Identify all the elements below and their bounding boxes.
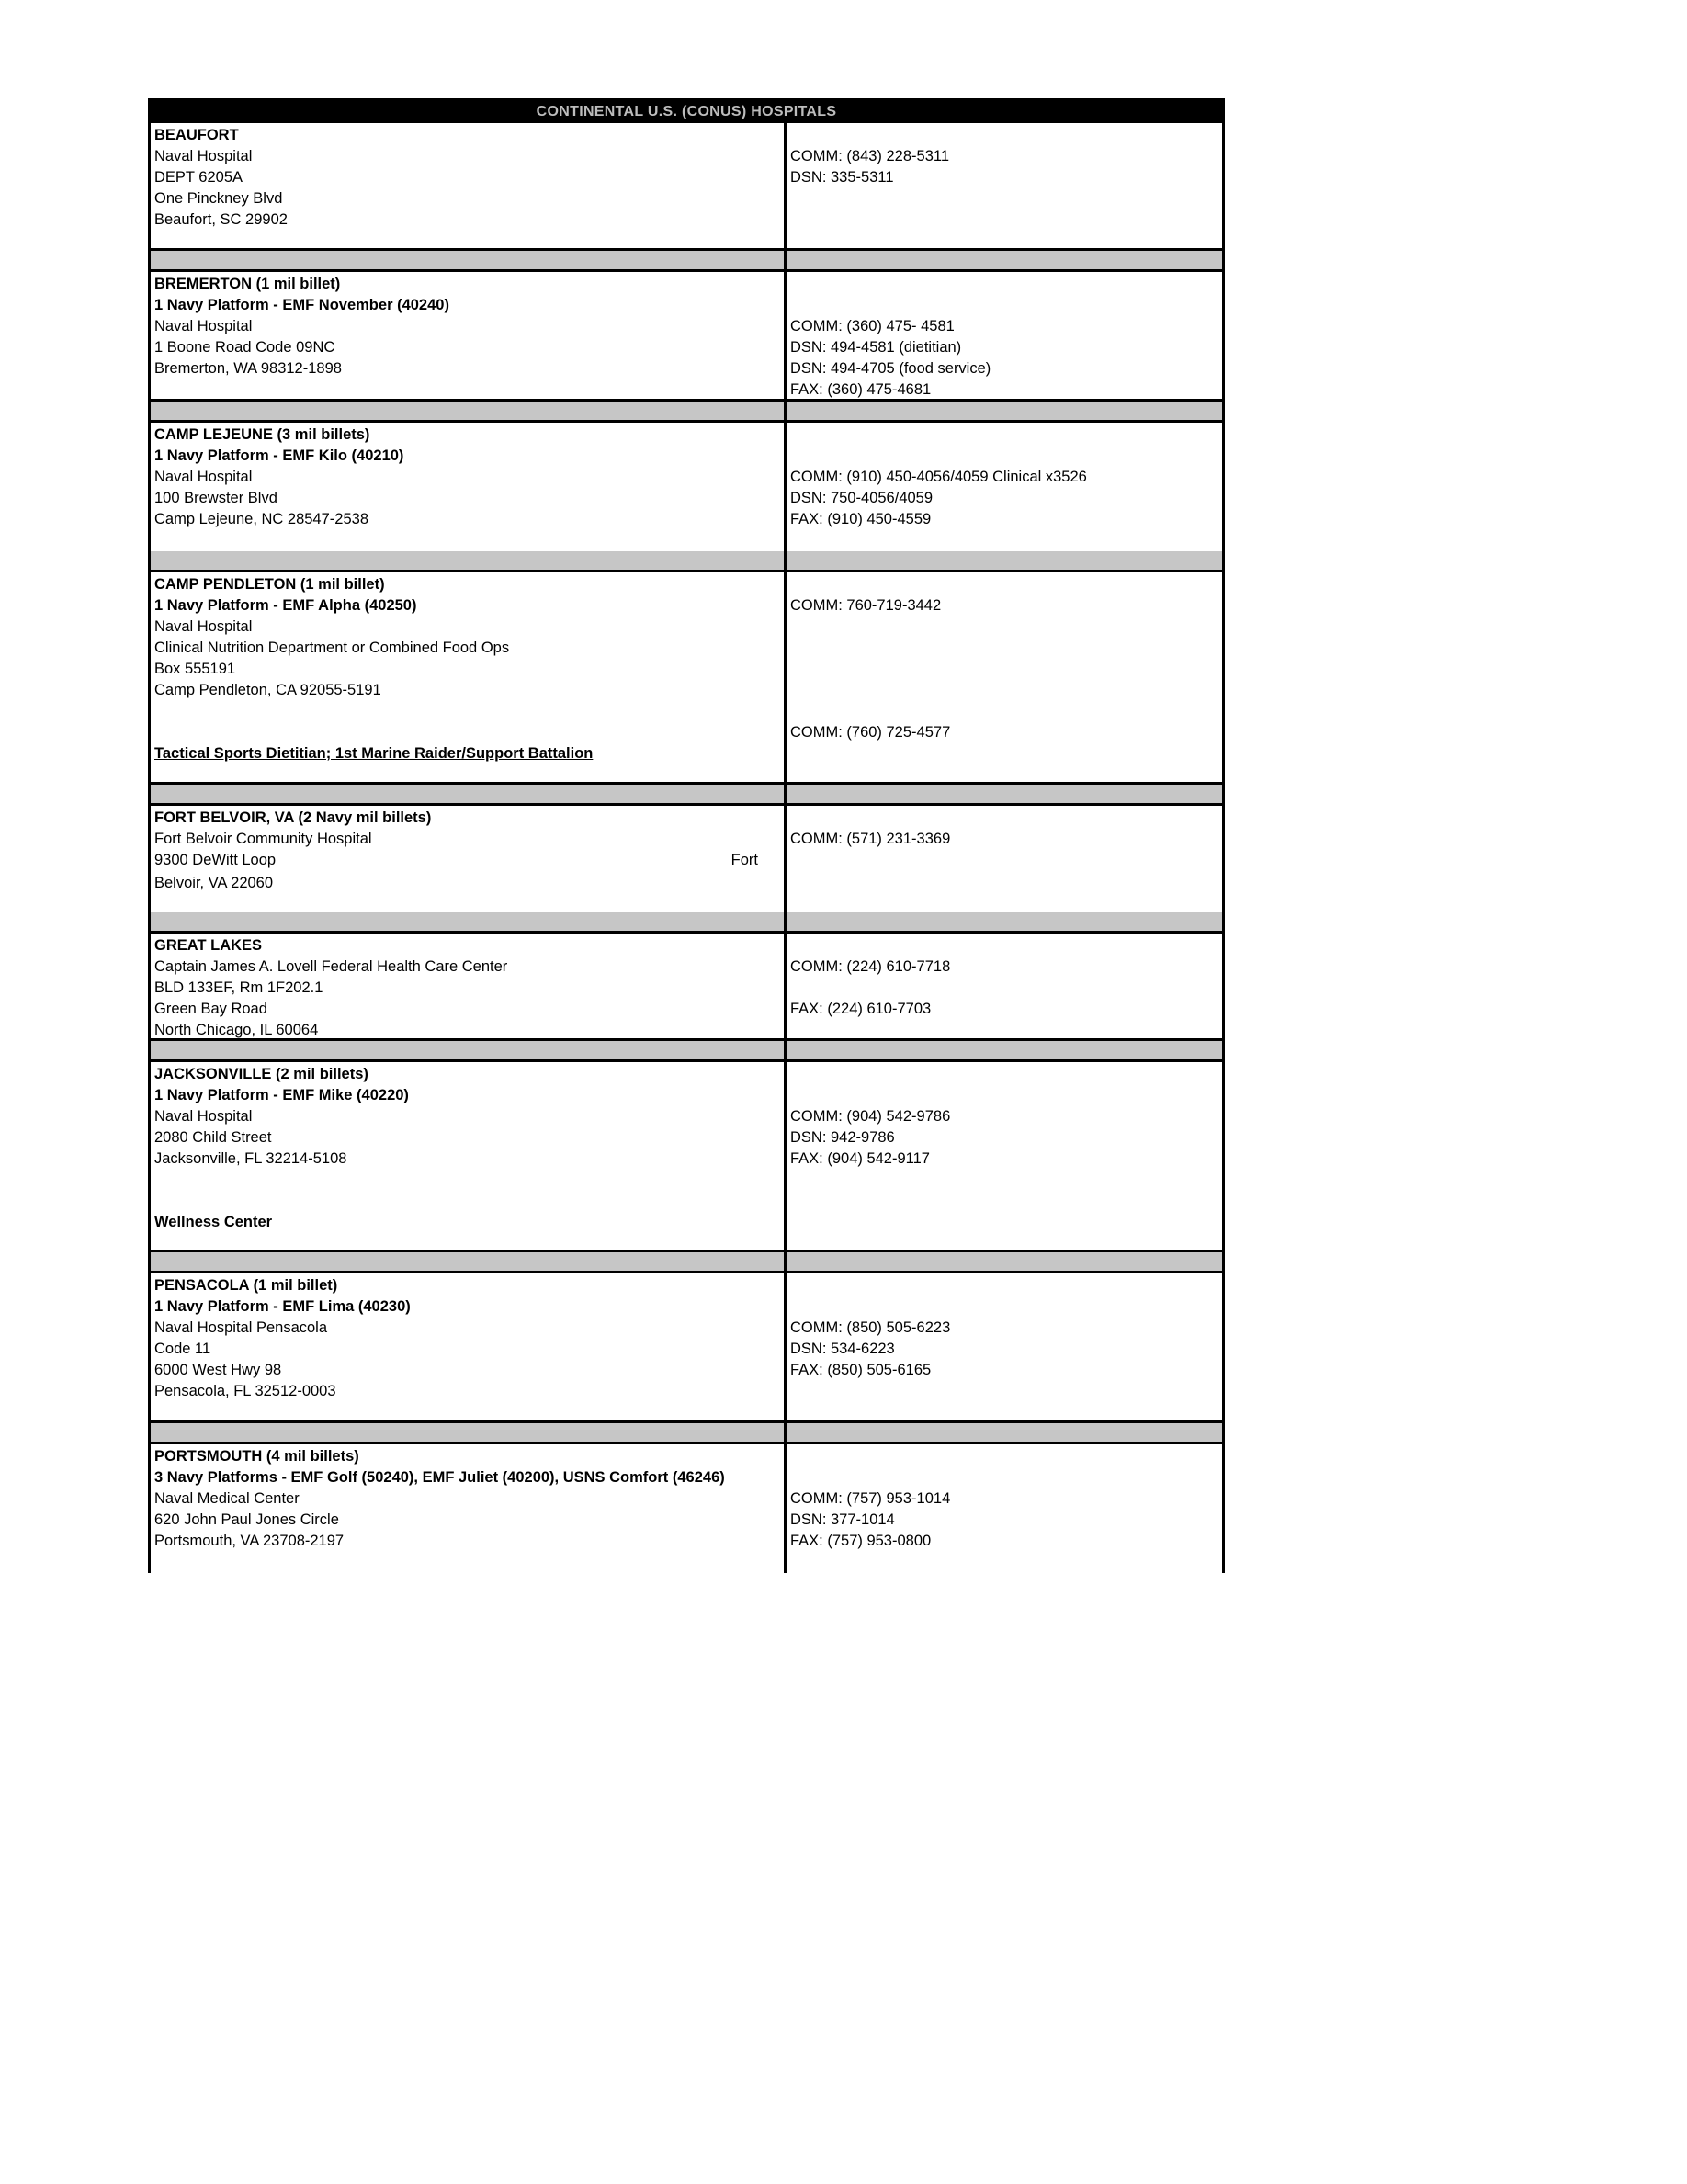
contact-line: COMM: (910) 450-4056/4059 Clinical x3526 (790, 469, 1087, 485)
hospital-name: CAMP LEJEUNE (3 mil billets) (154, 426, 370, 443)
contact-line: COMM: (843) 228-5311 (790, 148, 950, 164)
contact-line: FAX: (360) 475-4681 (790, 381, 932, 398)
address-line: Naval Hospital Pensacola (154, 1319, 328, 1336)
contact-line: COMM: (224) 610-7718 (790, 958, 951, 975)
address-line: One Pinckney Blvd (154, 190, 283, 207)
hospital-name: JACKSONVILLE (2 mil billets) (154, 1066, 368, 1082)
hospital-name: FORT BELVOIR, VA (2 Navy mil billets) (154, 809, 432, 826)
hospital-row-camp-lejeune (151, 423, 1222, 551)
hospital-name: CAMP PENDLETON (1 mil billet) (154, 576, 385, 593)
address-line: North Chicago, IL 60064 (154, 1022, 319, 1038)
contact-line: DSN: 942-9786 (790, 1129, 895, 1146)
row-separator (151, 399, 1222, 423)
address-line: 1 Boone Road Code 09NC (154, 339, 335, 356)
hospital-row-jacksonville (151, 1062, 1222, 1250)
address-line: Naval Hospital (154, 1108, 253, 1125)
row-separator (151, 248, 1222, 272)
hospital-table (148, 98, 1225, 1573)
address-line: Beaufort, SC 29902 (154, 211, 288, 228)
address-line: Camp Lejeune, NC 28547-2538 (154, 511, 368, 527)
address-line: Green Bay Road (154, 1001, 267, 1017)
contact-line: DSN: 750-4056/4059 (790, 490, 934, 506)
sub-unit-label: Tactical Sports Dietitian; 1st Marine Raider/Support Battalion (154, 745, 594, 762)
address-line: Camp Pendleton, CA 92055-5191 (154, 682, 381, 698)
address-line: Naval Hospital (154, 318, 253, 334)
platform-line: 1 Navy Platform - EMF Lima (40230) (154, 1298, 411, 1315)
contact-cell (787, 934, 1222, 1038)
row-separator (151, 1420, 1222, 1444)
contact-line: COMM: 760-719-3442 (790, 597, 942, 614)
platform-line: 1 Navy Platform - EMF November (40240) (154, 297, 449, 313)
row-separator (151, 912, 1222, 934)
hospital-row-great-lakes (151, 934, 1222, 1038)
hospital-row-beaufort (151, 123, 1222, 248)
address-cell (151, 423, 787, 551)
address-cell (151, 934, 787, 1038)
contact-cell (787, 1273, 1222, 1420)
platform-line: 1 Navy Platform - EMF Mike (40220) (154, 1087, 409, 1103)
hospital-name: GREAT LAKES (154, 937, 263, 954)
address-line: Jacksonville, FL 32214-5108 (154, 1150, 347, 1167)
contact-cell (787, 123, 1222, 248)
address-line: 100 Brewster Blvd (154, 490, 277, 506)
address-line: 9300 DeWitt Loop (154, 852, 277, 868)
address-cell (151, 1273, 787, 1420)
contact-line: FAX: (757) 953-0800 (790, 1533, 932, 1549)
address-cell (151, 572, 787, 782)
address-cell (151, 123, 787, 248)
address-line: Bremerton, WA 98312-1898 (154, 360, 342, 377)
platform-line: 3 Navy Platforms - EMF Golf (50240), EMF Juliet (40200), USNS Comfort (46246) (154, 1469, 725, 1486)
contact-line: COMM: (850) 505-6223 (790, 1319, 951, 1336)
address-line: 6000 West Hwy 98 (154, 1362, 282, 1378)
address-line: 620 John Paul Jones Circle (154, 1511, 339, 1528)
contact-line: FAX: (850) 505-6165 (790, 1362, 932, 1378)
hospital-row-portsmouth (151, 1444, 1222, 1573)
hospital-row-fort-belvoir (151, 806, 1222, 912)
address-cell (151, 272, 787, 399)
address-line-tail: Fort (730, 852, 758, 868)
sub-unit-label: Wellness Center (154, 1214, 273, 1230)
contact-line: DSN: 494-4581 (dietitian) (790, 339, 962, 356)
address-line: Captain James A. Lovell Federal Health Care Center (154, 958, 508, 975)
contact-cell (787, 572, 1222, 782)
address-line: Fort Belvoir Community Hospital (154, 831, 372, 847)
platform-line: 1 Navy Platform - EMF Kilo (40210) (154, 447, 404, 464)
contact-line: FAX: (910) 450-4559 (790, 511, 932, 527)
contact-line: COMM: (360) 475- 4581 (790, 318, 955, 334)
contact-line: DSN: 335-5311 (790, 169, 894, 186)
hospital-name: PENSACOLA (1 mil billet) (154, 1277, 338, 1294)
hospital-name: BEAUFORT (154, 127, 239, 143)
address-line: BLD 133EF, Rm 1F202.1 (154, 979, 323, 996)
hospital-row-camp-pendleton (151, 572, 1222, 782)
contact-line: FAX: (904) 542-9117 (790, 1150, 930, 1167)
row-separator (151, 1038, 1222, 1062)
row-separator (151, 1250, 1222, 1273)
address-line: Code 11 (154, 1341, 211, 1357)
address-line: Naval Hospital (154, 618, 253, 635)
table-title: CONTINENTAL U.S. (CONUS) HOSPITALS (151, 101, 1222, 123)
contact-cell (787, 806, 1222, 912)
address-cell (151, 1444, 787, 1573)
contact-cell (787, 272, 1222, 399)
address-line: Portsmouth, VA 23708-2197 (154, 1533, 345, 1549)
hospital-row-bremerton (151, 272, 1222, 399)
contact-cell (787, 423, 1222, 551)
contact-line: DSN: 534-6223 (790, 1341, 895, 1357)
address-line: Pensacola, FL 32512-0003 (154, 1383, 336, 1399)
contact-line: DSN: 494-4705 (food service) (790, 360, 991, 377)
address-line: Naval Medical Center (154, 1490, 300, 1507)
address-line: DEPT 6205A (154, 169, 243, 186)
hospital-row-pensacola (151, 1273, 1222, 1420)
address-line: Box 555191 (154, 661, 236, 677)
address-cell (151, 1062, 787, 1250)
hospital-name: BREMERTON (1 mil billet) (154, 276, 341, 292)
row-separator (151, 782, 1222, 806)
contact-cell (787, 1062, 1222, 1250)
row-separator (151, 551, 1222, 572)
hospital-name: PORTSMOUTH (4 mil billets) (154, 1448, 359, 1465)
contact-line: COMM: (757) 953-1014 (790, 1490, 951, 1507)
address-line: Naval Hospital (154, 469, 253, 485)
contact-line: COMM: (760) 725-4577 (790, 724, 951, 741)
address-line-wrap (154, 850, 784, 871)
contact-line: COMM: (904) 542-9786 (790, 1108, 951, 1125)
contact-line: FAX: (224) 610-7703 (790, 1001, 932, 1017)
address-line: Naval Hospital (154, 148, 253, 164)
address-line: Clinical Nutrition Department or Combined Food Ops (154, 639, 510, 656)
contact-line: DSN: 377-1014 (790, 1511, 895, 1528)
contact-cell (787, 1444, 1222, 1573)
address-line: 2080 Child Street (154, 1129, 272, 1146)
address-cell (151, 806, 787, 912)
contact-line: COMM: (571) 231-3369 (790, 831, 951, 847)
address-line: Belvoir, VA 22060 (154, 875, 274, 891)
platform-line: 1 Navy Platform - EMF Alpha (40250) (154, 597, 417, 614)
